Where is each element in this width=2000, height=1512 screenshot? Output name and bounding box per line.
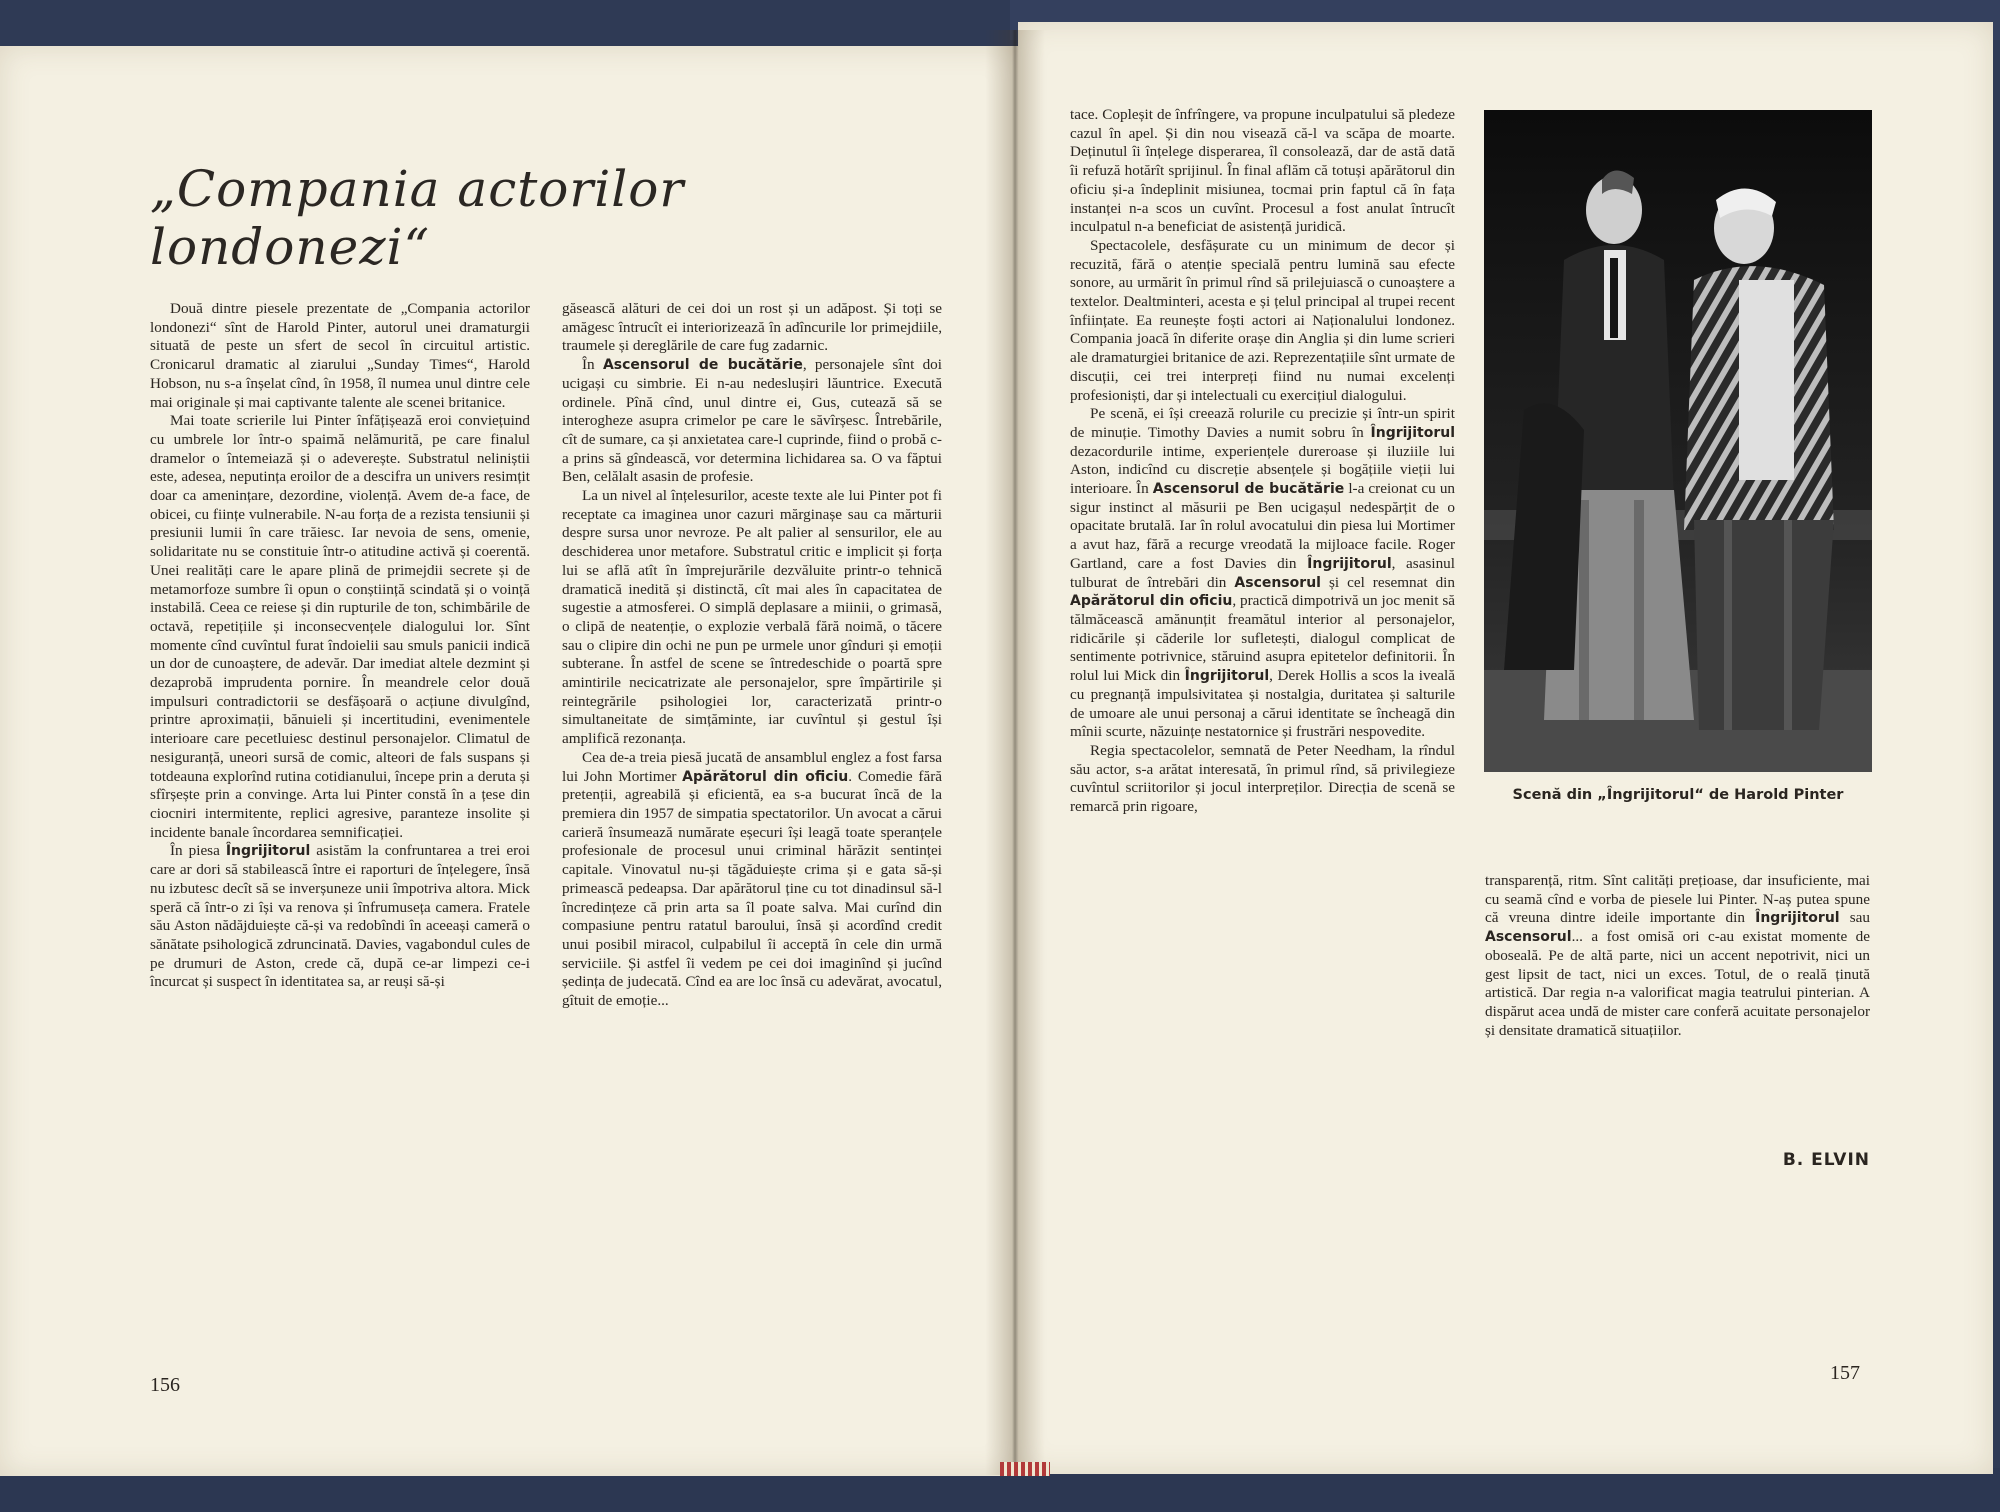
page-number-right: 157 [1830,1362,1860,1384]
right-column-2 [1485,872,1870,1040]
paragraph: Cea de-a treia piesă jucată de ansamblul englez a fost farsa lui John Mortimer Apărătorul din oficiu. Comedie fără pretenții, agreabilă și eficientă, ea s-a bucurat încă de la premiera din 1957 de simpatia spectatorilor. Un avocat a cărui carieră însumează numărate eșecuri își leagă toate speranțele profesionale de procesul unui criminal hărăzit sentinței capitale. Vinovatul nu-și tăgăduiește crima și e gata să-și primească pedeapsa. Dar apărătorul ține cu tot dinadinsul să-l încredințeze că prin arta sa îl poate salva. Mai curînd din compasiune pentru ratatul baroului, însă și acordînd credit unui posibil miracol, culpabilul îi acceptă în cele din urmă serviciile. Și astfel îi vedem pe cei doi imaginînd și jucînd ședința de judecată. Cînd ea are loc însă cu adevărat, avocatul, gîtuit de emoție... [562,748,942,1010]
paragraph: Mai toate scrierile lui Pinter înfățișează eroi conviețuind cu umbrele lor într-o spaimă nelămurită, pe care finalul dramelor o întemeiază și o adeverește. Substratul neliniștii este, adesea, neputința eroilor de a descifra un univers resimțit doar ca amenințare, dezordine, violență. Avem de-a face, de obicei, cu ființe vulnerabile. N-au forța de a rezista tensiunii și presiunii lumii în care trăiesc. Iar nevoia de sens, omenie, solidaritate nu se constituie într-o atitudine activă și coerentă. Unei realități care le apare plină de primejdii secrete și de metamorfoze sumbre îi opun o conștiință scindată și o voință instabilă. Ceea ce reiese și din rupturile de ton, schimbările de octavă, repetițiile și inconsecvențele dialogului lor. Sînt momente cînd cuvîntul furat îndoielii sau smuls panicii indică un dor de cunoaștere, de adevăr. Dar imediat altele dezmint și dezaprobă imprudenta pornire. În meandrele celor două impulsuri contradictorii se desfășoară o acțiune divulgînd, printre aproximații, bănuieli și incertitudini, evenimentele interioare care pecetluiesc destinul personajelor. Climatul de nesiguranță, uneori sursă de comic, alteori de fals suspans și totdeauna explorînd rutina cotidianului, începe prin a deruta și sfîrșește prin a convinge. Arta lui Pinter constă în a țese din ciocniri intermitente, replici agresive, paranteze insolite și incidente banale încordarea semnificației. [150,412,530,841]
right-column-1 [1070,106,1455,817]
photo-caption: Scenă din „Îngrijitorul“ de Harold Pinter [1512,787,1844,803]
paragraph: Două dintre piesele prezentate de „Compania actorilor londonezi“ sînt de Harold Pinter, autorul unei dramaturgii situată de peste un sfert de secol în circuitul artistic. Cronicarul dramatic al ziarului „Sunday Times“, Harold Hobson, nu s-a înșelat cînd, în 1958, îl numea unul dintre cele mai originale și mai captivante talente ale scenei britanice. [150,300,530,411]
paragraph: tace. Copleșit de înfrîngere, va propune inculpatului să pledeze cazul în apel. Și din nou visează că-l va scăpa de moarte. Deținutul îi înțelege disperarea, îl consolează, dar de astă dată îi refuză hotărît sprijinul. În final aflăm că totuși apărătorul din oficiu și-a îndeplinit misiunea, tocmai prin faptul că în fața instanței n-a scos un cuvînt. Procesul a fost anulat întrucît inculpatul n-a beneficiat de asistență juridică. [1070,106,1455,236]
stage-photo-illustration [1484,110,1872,772]
paragraph: În piesa Îngrijitorul asistăm la confruntarea a trei eroi care ar dori să stabilească între ei raporturi de înțelegere, însă nu izbutesc decît să se inverșuneze unii împotriva altora. Mick speră că într-o zi își va renova și înfrumuseța camera. Fratele său Aston nădăjduiește că-și va redobîndi în aceeași cameră o sănătate psihologică zdruncinată. Davies, vagabondul cules de pe drumuri de Aston, crede că, după ce-ar limpezi ce-i încurcat și suspect în identitatea sa, ar reuși să-și [150,842,530,991]
paragraph: Pe scenă, ei își creează rolurile cu precizie și într-un spirit de minuție. Timothy Davies a numit sobru în Îngrijitorul dezacordurile intime, experiențele dureroase și iluziile lui Aston, indicînd cu discreție absențele și bogățiile vieții lui interioare. În Ascensorul de bucătărie l-a creionat cu un sigur instinct al măsurii pe Ben ucigașul nedespărțit de o opacitate brutală. Iar în rolul avocatului din piesa lui Mortimer a avut haz, fără a recurge vreodată la mijloace facile. Roger Gartland, care a fost Davies din Îngrijitorul, asasinul tulburat de întrebări din Ascensorul și cel resemnat din Apărătorul din oficiu, practică dimpotrivă un joc menit să tălmăcească amănunțit freamătul interior al personajelor, ridicările și căderile lor sufletești, dialogul complicat de sentimente potrivnice, stăruind asupra epitetelor definitorii. În rolul lui Mick din Îngrijitorul, Derek Hollis a scos la iveală cu pregnanță impulsivitatea și nostalgia, duritatea și salturile de umoare ale unui personaj a cărui identitate se încheagă din mînii scurte, năzuințe nestatornice și frustrări nespovedite. [1070,405,1456,741]
stage-photo [1484,110,1872,772]
paragraph: Spectacolele, desfășurate cu un minimum de decor și recuzită, fără o atenție specială pentru lumină sau efecte sonore, au urmărit în primul rînd să prilejuiască o cunoaștere a textelor. Dealtminteri, acesta e și țelul principal al trupei recent înființate. Ea reunește foști actori ai Naționalului londonez. Compania joacă în diferite orașe din Anglia și din lume scrieri ale dramaturgiei britanice de azi. Reprezentațiile sînt urmate de discuții, cei trei interpreți fiind nu numai excelenți profesioniști, dar și intelectuali cu exercițiul dialogului. [1070,236,1455,404]
paragraph: În Ascensorul de bucătărie, personajele sînt doi ucigași cu simbrie. Ei n-au nedeslușiri lăuntrice. Execută ordinele. Pînă cînd, unul dintre ei, Gus, cutează să se interogheze asupra crimelor pe care le săvîrșesc. Întrebările, cît de sumare, ca și anxietatea care-l cuprinde, fiind o probă c-a prins să gîndească, vor determina lichidarea sa. O va făptui Ben, celălalt asasin de profesie. [562,356,942,486]
page-number-left: 156 [150,1374,180,1396]
author-signature: B. ELVIN [1782,1150,1870,1170]
paragraph: găsească alături de cei doi un rost și un adăpost. Și toți se amăgesc întrucît ei interiorizează în adîncurile lor primejdiile, traumele și dereglările de care fug zadarnic. [562,300,942,355]
article-title: „Compania actorilor londonezi“ [150,160,685,276]
left-column-2 [562,300,942,1011]
paragraph: transparență, ritm. Sînt calități prețioase, dar insuficiente, mai cu seamă cînd e vorba de piesele lui Pinter. N-aș putea spune că vreuna dintre ideile importante din Îngrijitorul sau Ascensorul... a fost omisă ori c-au existat momente de oboseală. Pe de altă parte, nici un accent nepotrivit, nici un gest lipsit de tact, nici un exces. Totul, de o reală ținută artistică. Dar regia n-a valorificat magia teatrului pinterian. A dispărut acea undă de mister care conferă acuitate personajelor și densitate dramatică situațiilor. [1485,872,1870,1039]
book-headband [1000,1462,1050,1476]
paragraph: La un nivel al înțelesurilor, aceste texte ale lui Pinter pot fi receptate ca imaginea unor cazuri mărginașe sau ca mărturii despre sursa unor nevroze. Pe alt palier al sensurilor, ele au deschiderea unor metafore. Substratul critic e implicit și forța lui se află atît în împrejurările dezvăluite printr-o tehnică dramatică inedită și distinctă, cît mai ales în capacitatea de sugestie a atmosferei. O simplă deplasare a miinii, o grimasă, o clipă de neatenție, o explozie verbală fără noimă, o tăcere sau o clipire din ochi ne pun pe urmele unor gînduri și emoții subterane. În astfel de scene se întredeschide o poartă spre amintirile necicatrizate ale personajelor, spre împărtirile și reintegrările psihologiei lor, caracterizată printr-o simultaneitate de simțăminte, iar cuvîntul și gestul își amplifică rezonanța. [562,487,942,748]
left-column-1 [150,300,530,992]
paragraph: Regia spectacolelor, semnată de Peter Needham, la rîndul său actor, s-a arătat interesată, în primul rînd, să privilegieze cuvîntul scriitorilor și jocul interpreților. Direcția de scenă se remarcă prin rigoare, [1070,741,1455,816]
